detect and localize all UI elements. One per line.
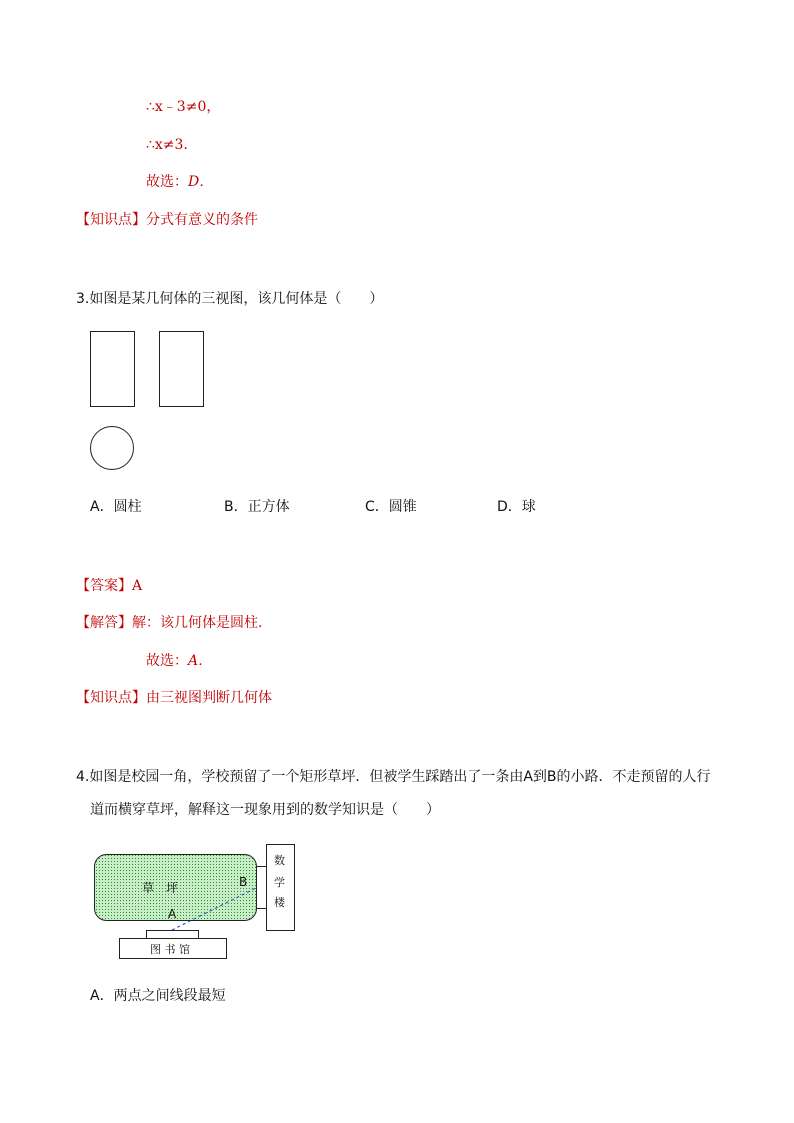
building-label-3: 楼 — [274, 896, 285, 909]
connector-rect — [257, 867, 267, 909]
question-3-stem: 3.如图是某几何体的三视图，该几何体是（ ） — [76, 291, 384, 307]
choice-line: 故选：D． — [146, 174, 214, 190]
q3-knowledge-point: 【知识点】由三视图判断几何体 — [76, 690, 272, 706]
question-4-stem-line-1: 4.如图是校园一角，学校预留了一个矩形草坪．但被学生踩踏出了一条由A到B的小路．不走预留的人行 — [76, 769, 711, 785]
solution-line-1: ∴x﹣3≠0， — [146, 99, 221, 115]
point-a-label: A — [168, 907, 177, 921]
point-b-label: B — [239, 875, 248, 889]
q3-choice-line: 故选：A． — [146, 653, 213, 669]
campus-figure — [90, 840, 305, 965]
answer-line: 【答案】A — [76, 578, 143, 594]
question-4-stem-line-2: 道而横穿草坪，解释这一现象用到的数学知识是（ ） — [90, 802, 440, 818]
solution-line: 【解答】解：该几何体是圆柱． — [76, 615, 272, 631]
q3-option-c: C．圆锥 — [365, 499, 417, 515]
library-label: 图 书 馆 — [150, 943, 190, 956]
library-step-rect — [147, 931, 199, 939]
solution-line-2: ∴x≠3． — [146, 137, 198, 153]
q3-option-a: A．圆柱 — [90, 499, 142, 515]
top-view-circle — [91, 427, 134, 470]
three-view-figure — [80, 325, 220, 475]
q4-option-a: A．两点之间线段最短 — [90, 988, 226, 1004]
lawn-label: 草 坪 — [142, 881, 179, 895]
building-label-2: 学 — [274, 876, 285, 889]
front-view-rect — [91, 332, 135, 407]
side-view-rect — [160, 332, 204, 407]
q3-option-b: B．正方体 — [224, 499, 290, 515]
knowledge-point: 【知识点】分式有意义的条件 — [76, 212, 258, 228]
q3-option-d: D．球 — [497, 499, 536, 515]
building-label-1: 数 — [274, 854, 285, 867]
